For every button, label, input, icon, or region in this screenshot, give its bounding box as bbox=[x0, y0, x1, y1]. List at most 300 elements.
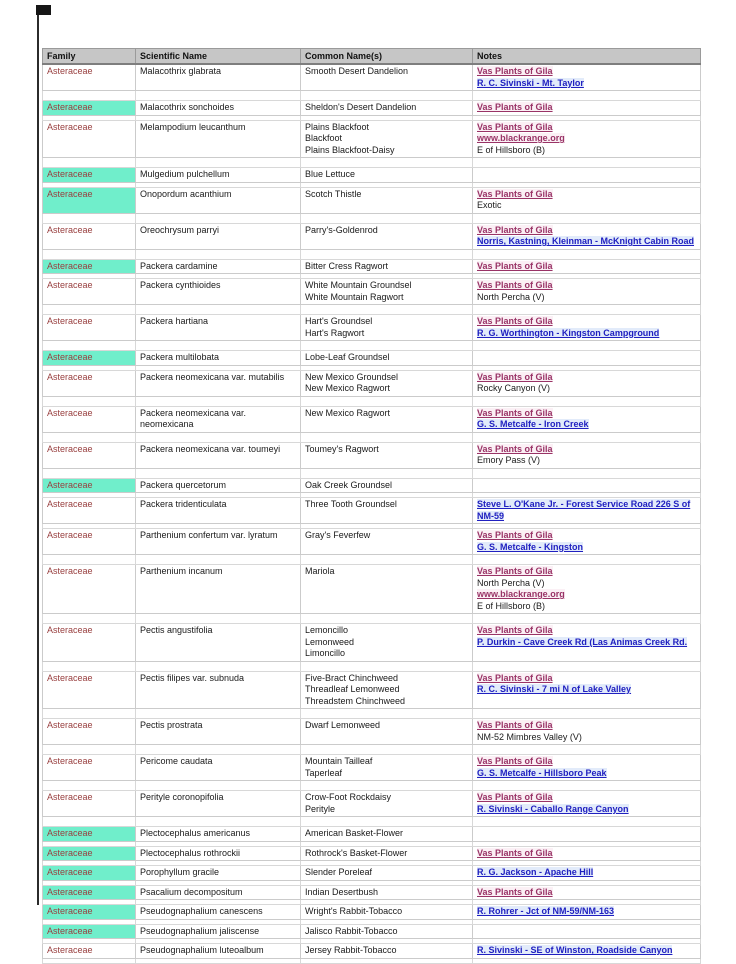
family-cell bbox=[43, 924, 136, 939]
note-link[interactable]: Vas Plants of Gila bbox=[477, 224, 553, 235]
common-names-cell bbox=[301, 565, 473, 614]
scientific-name-cell bbox=[136, 168, 301, 183]
note-link[interactable]: Vas Plants of Gila bbox=[477, 188, 553, 199]
common-names-cell bbox=[301, 624, 473, 662]
common-name: White Mountain Ragwort bbox=[305, 291, 404, 302]
common-names-cell bbox=[301, 885, 473, 900]
table-header bbox=[43, 49, 701, 65]
note-link[interactable]: Vas Plants of Gila bbox=[477, 792, 553, 802]
spacer-row bbox=[43, 745, 701, 755]
common-names-cell bbox=[301, 478, 473, 493]
common-name: Parry's-Goldenrod bbox=[305, 224, 378, 235]
table-row bbox=[43, 223, 701, 249]
note-link[interactable]: Vas Plants of Gila bbox=[477, 756, 553, 766]
notes-cell bbox=[473, 406, 701, 432]
notes-cell bbox=[473, 478, 701, 493]
common-names-cell bbox=[301, 498, 473, 524]
note-link[interactable]: R. Rohrer - Jct of NM-59/NM-163 bbox=[477, 906, 615, 916]
note-link[interactable]: www.blackrange.org bbox=[477, 133, 565, 143]
common-name: Lemonweed bbox=[305, 636, 355, 647]
note-link[interactable]: Vas Plants of Gila bbox=[477, 672, 553, 683]
notes-cell bbox=[473, 827, 701, 842]
scientific-name-cell bbox=[136, 101, 301, 116]
column-header-family: Family bbox=[43, 49, 136, 65]
common-names-cell bbox=[301, 406, 473, 432]
scientific-name-cell bbox=[136, 791, 301, 817]
scientific-name-cell bbox=[136, 351, 301, 366]
scientific-name: Packera neomexicana var. neomexicana bbox=[140, 407, 247, 429]
table-row bbox=[43, 406, 701, 432]
note-link[interactable]: Vas Plants of Gila bbox=[477, 443, 553, 454]
family-cell bbox=[43, 846, 136, 861]
family-cell bbox=[43, 279, 136, 305]
note-link[interactable]: Vas Plants of Gila bbox=[477, 566, 553, 576]
scientific-name-cell bbox=[136, 866, 301, 881]
note-link[interactable]: Vas Plants of Gila bbox=[477, 316, 553, 326]
common-name: Wright's Rabbit-Tobacco bbox=[305, 906, 403, 916]
common-names-cell bbox=[301, 671, 473, 709]
family-name: Asteraceae bbox=[47, 756, 93, 766]
family-name: Asteraceae bbox=[47, 371, 93, 382]
scientific-name: Pectis filipes var. subnuda bbox=[140, 672, 245, 683]
note-link[interactable]: Vas Plants of Gila bbox=[477, 720, 553, 730]
spacer-row bbox=[43, 614, 701, 624]
family-cell bbox=[43, 351, 136, 366]
table-row bbox=[43, 846, 701, 861]
scientific-name: Pectis angustifolia bbox=[140, 625, 213, 635]
scientific-name-cell bbox=[136, 924, 301, 939]
note-text: E of Hillsboro (B) bbox=[477, 144, 546, 155]
scientific-name: Psacalium decompositum bbox=[140, 886, 243, 897]
scientific-name-cell bbox=[136, 315, 301, 341]
note-link[interactable]: Vas Plants of Gila bbox=[477, 280, 553, 290]
scientific-name: Perityle coronopifolia bbox=[140, 792, 224, 802]
scientific-name: Packera cynthioides bbox=[140, 280, 221, 290]
scientific-name: Malacothrix sonchoides bbox=[140, 102, 235, 112]
family-cell bbox=[43, 565, 136, 614]
common-name: New Mexico Ragwort bbox=[305, 383, 391, 393]
scientific-name-cell bbox=[136, 370, 301, 396]
note-text: North Percha (V) bbox=[477, 291, 545, 302]
note-link[interactable]: Vas Plants of Gila bbox=[477, 407, 553, 418]
common-names-cell bbox=[301, 259, 473, 274]
scientific-name-cell bbox=[136, 565, 301, 614]
notes-cell bbox=[473, 924, 701, 939]
family-cell bbox=[43, 187, 136, 213]
common-names-cell bbox=[301, 370, 473, 396]
notes-cell bbox=[473, 866, 701, 881]
table-row bbox=[43, 101, 701, 116]
family-name: Asteraceae bbox=[47, 260, 93, 271]
notes-cell bbox=[473, 223, 701, 249]
notes-cell bbox=[473, 120, 701, 158]
family-cell bbox=[43, 120, 136, 158]
family-name: Asteraceae bbox=[47, 945, 93, 955]
family-cell bbox=[43, 827, 136, 842]
scientific-name: Porophyllum gracile bbox=[140, 867, 220, 877]
note-link[interactable]: Steve L. O'Kane Jr. - Forest Service Road 226 S of NM-59 bbox=[477, 499, 691, 521]
scientific-name: Parthenium incanum bbox=[140, 566, 223, 576]
family-name: Asteraceae bbox=[47, 169, 93, 179]
table-row bbox=[43, 719, 701, 745]
spacer-row bbox=[43, 555, 701, 565]
note-text: Emory Pass (V) bbox=[477, 455, 541, 465]
notes-cell bbox=[473, 791, 701, 817]
common-name: New Mexico Groundsel bbox=[305, 371, 399, 382]
scientific-name-cell bbox=[136, 529, 301, 555]
family-cell bbox=[43, 866, 136, 881]
common-names-cell bbox=[301, 924, 473, 939]
scientific-name-cell bbox=[136, 120, 301, 158]
note-link[interactable]: Norris, Kastning, Kleinman - McKnight Cabin Road bbox=[477, 236, 695, 246]
common-names-cell bbox=[301, 279, 473, 305]
table-row bbox=[43, 315, 701, 341]
common-name: Lobe-Leaf Groundsel bbox=[305, 352, 390, 362]
table-row bbox=[43, 885, 701, 900]
spacer-row bbox=[43, 249, 701, 259]
note-link[interactable]: G. S. Metcalfe - Kingston bbox=[477, 541, 584, 552]
notes-cell bbox=[473, 442, 701, 468]
family-name: Asteraceae bbox=[47, 867, 93, 877]
common-name: Gray's Feverfew bbox=[305, 530, 371, 540]
common-name: Plains Blackfoot bbox=[305, 121, 370, 132]
note-text: NM-52 Mimbres Valley (V) bbox=[477, 731, 582, 742]
common-names-cell bbox=[301, 101, 473, 116]
family-name: Asteraceae bbox=[47, 479, 93, 490]
scientific-name: Pseudognaphalium jaliscense bbox=[140, 925, 260, 936]
scientific-name: Pericome caudata bbox=[140, 756, 213, 766]
scientific-name-cell bbox=[136, 187, 301, 213]
family-cell bbox=[43, 101, 136, 116]
notes-cell bbox=[473, 187, 701, 213]
family-name: Asteraceae bbox=[47, 316, 93, 326]
note-link[interactable]: Vas Plants of Gila bbox=[477, 886, 553, 897]
note-link[interactable]: R. G. Worthington - Kingston Campground bbox=[477, 327, 660, 338]
spacer-row bbox=[43, 341, 701, 351]
family-cell bbox=[43, 370, 136, 396]
family-cell bbox=[43, 315, 136, 341]
scientific-name: Pectis prostrata bbox=[140, 720, 203, 730]
spacer-row bbox=[43, 468, 701, 478]
table-row bbox=[43, 478, 701, 493]
family-name: Asteraceae bbox=[47, 925, 93, 936]
common-name: Oak Creek Groundsel bbox=[305, 479, 393, 490]
family-cell bbox=[43, 885, 136, 900]
notes-cell bbox=[473, 351, 701, 366]
table-row bbox=[43, 755, 701, 781]
note-link[interactable]: Vas Plants of Gila bbox=[477, 625, 553, 635]
notes-cell bbox=[473, 755, 701, 781]
family-cell bbox=[43, 406, 136, 432]
scan-artifact-mark bbox=[36, 5, 51, 15]
plant-table bbox=[42, 48, 701, 964]
family-name: Asteraceae bbox=[47, 625, 93, 635]
spacer-row bbox=[43, 91, 701, 101]
scientific-name: Onopordum acanthium bbox=[140, 188, 232, 199]
scientific-name-cell bbox=[136, 885, 301, 900]
scan-artifact-line bbox=[37, 7, 39, 905]
column-header-scientific-name: Scientific Name bbox=[136, 49, 301, 65]
table-row bbox=[43, 442, 701, 468]
family-name: Asteraceae bbox=[47, 720, 93, 730]
notes-cell bbox=[473, 101, 701, 116]
notes-cell bbox=[473, 279, 701, 305]
note-link[interactable]: Vas Plants of Gila bbox=[477, 847, 553, 858]
family-name: Asteraceae bbox=[47, 407, 93, 418]
column-header-common-name-s-: Common Name(s) bbox=[301, 49, 473, 65]
note-text: E of Hillsboro (B) bbox=[477, 600, 546, 611]
scientific-name-cell bbox=[136, 944, 301, 959]
table-row bbox=[43, 187, 701, 213]
scientific-name: Mulgedium pulchellum bbox=[140, 169, 230, 179]
common-names-cell bbox=[301, 351, 473, 366]
common-names-cell bbox=[301, 719, 473, 745]
family-cell bbox=[43, 671, 136, 709]
scientific-name-cell bbox=[136, 478, 301, 493]
scientific-name: Pseudognaphalium canescens bbox=[140, 906, 263, 916]
table-row bbox=[43, 120, 701, 158]
family-cell bbox=[43, 259, 136, 274]
table-row bbox=[43, 351, 701, 366]
family-cell bbox=[43, 168, 136, 183]
family-cell bbox=[43, 719, 136, 745]
scientific-name: Packera neomexicana var. toumeyi bbox=[140, 443, 281, 454]
common-name: Lemoncillo bbox=[305, 625, 349, 635]
scientific-name-cell bbox=[136, 259, 301, 274]
notes-cell bbox=[473, 498, 701, 524]
common-name: Hart's Ragwort bbox=[305, 327, 365, 338]
table-row bbox=[43, 624, 701, 662]
scientific-name-cell bbox=[136, 846, 301, 861]
common-names-cell bbox=[301, 791, 473, 817]
family-name: Asteraceae bbox=[47, 188, 93, 199]
spacer-row bbox=[43, 396, 701, 406]
common-names-cell bbox=[301, 846, 473, 861]
family-cell bbox=[43, 791, 136, 817]
notes-cell bbox=[473, 565, 701, 614]
common-name: Blackfoot bbox=[305, 133, 343, 143]
common-name: Taperleaf bbox=[305, 767, 343, 778]
scientific-name: Packera tridenticulata bbox=[140, 499, 227, 509]
notes-cell bbox=[473, 529, 701, 555]
spacer-row bbox=[43, 781, 701, 791]
family-name: Asteraceae bbox=[47, 102, 93, 112]
common-name: Jersey Rabbit-Tobacco bbox=[305, 945, 397, 955]
scientific-name-cell bbox=[136, 719, 301, 745]
note-link[interactable]: P. Durkin - Cave Creek Rd (Las Animas Creek Rd. bbox=[477, 636, 688, 647]
scientific-name-cell bbox=[136, 279, 301, 305]
scientific-name: Oreochrysum parryi bbox=[140, 224, 220, 235]
scientific-name-cell bbox=[136, 827, 301, 842]
common-names-cell bbox=[301, 905, 473, 920]
table-row bbox=[43, 498, 701, 524]
note-link[interactable]: Vas Plants of Gila bbox=[477, 66, 553, 76]
family-name: Asteraceae bbox=[47, 906, 93, 916]
family-cell bbox=[43, 624, 136, 662]
family-name: Asteraceae bbox=[47, 566, 93, 576]
common-name: Blue Lettuce bbox=[305, 169, 356, 179]
family-name: Asteraceae bbox=[47, 847, 93, 858]
notes-cell bbox=[473, 885, 701, 900]
scientific-name: Packera cardamine bbox=[140, 260, 218, 271]
column-header-notes: Notes bbox=[473, 49, 701, 65]
common-name: Sheldon's Desert Dandelion bbox=[305, 102, 417, 112]
common-names-cell bbox=[301, 529, 473, 555]
common-name: Jalisco Rabbit-Tobacco bbox=[305, 925, 398, 936]
note-link[interactable]: R. Sivinski - SE of Winston, Roadside Canyon bbox=[477, 945, 673, 955]
scientific-name-cell bbox=[136, 498, 301, 524]
family-name: Asteraceae bbox=[47, 828, 93, 838]
family-name: Asteraceae bbox=[47, 886, 93, 897]
table-row bbox=[43, 944, 701, 959]
notes-cell bbox=[473, 624, 701, 662]
family-cell bbox=[43, 755, 136, 781]
family-name: Asteraceae bbox=[47, 280, 93, 290]
family-name: Asteraceae bbox=[47, 530, 93, 540]
common-names-cell bbox=[301, 755, 473, 781]
table-row bbox=[43, 370, 701, 396]
common-name: Rothrock's Basket-Flower bbox=[305, 847, 408, 858]
scientific-name: Melampodium leucanthum bbox=[140, 121, 246, 132]
scientific-name-cell bbox=[136, 64, 301, 91]
table-row bbox=[43, 259, 701, 274]
common-names-cell bbox=[301, 442, 473, 468]
note-link[interactable]: G. S. Metcalfe - Hillsboro Peak bbox=[477, 767, 607, 778]
common-names-cell bbox=[301, 168, 473, 183]
table-row bbox=[43, 827, 701, 842]
scientific-name: Parthenium confertum var. lyratum bbox=[140, 530, 278, 540]
note-link[interactable]: www.blackrange.org bbox=[477, 589, 565, 599]
spacer-row bbox=[43, 817, 701, 827]
common-names-cell bbox=[301, 187, 473, 213]
common-names-cell bbox=[301, 223, 473, 249]
scientific-name-cell bbox=[136, 223, 301, 249]
note-link[interactable]: R. C. Sivinski - 7 mi N of Lake Valley bbox=[477, 684, 632, 694]
note-link[interactable]: G. S. Metcalfe - Iron Creek bbox=[477, 419, 589, 429]
table-row bbox=[43, 905, 701, 920]
family-name: Asteraceae bbox=[47, 224, 93, 235]
common-name: Scotch Thistle bbox=[305, 188, 362, 199]
note-link[interactable]: Vas Plants of Gila bbox=[477, 121, 553, 132]
common-name: Indian Desertbush bbox=[305, 886, 379, 897]
table-row bbox=[43, 866, 701, 881]
notes-cell bbox=[473, 64, 701, 91]
common-name: White Mountain Groundsel bbox=[305, 280, 412, 290]
scientific-name: Packera quercetorum bbox=[140, 479, 227, 490]
note-text: North Percha (V) bbox=[477, 577, 545, 588]
spacer-row bbox=[43, 432, 701, 442]
common-name: New Mexico Ragwort bbox=[305, 407, 391, 418]
note-link[interactable]: R. C. Sivinski - Mt. Taylor bbox=[477, 77, 584, 88]
scientific-name-cell bbox=[136, 671, 301, 709]
common-name: Hart's Groundsel bbox=[305, 316, 373, 326]
common-name: Smooth Desert Dandelion bbox=[305, 66, 409, 76]
table-row bbox=[43, 64, 701, 91]
scientific-name: Plectocephalus rothrockii bbox=[140, 847, 241, 858]
note-link[interactable]: Vas Plants of Gila bbox=[477, 260, 553, 271]
common-name: Crow-Foot Rockdaisy bbox=[305, 792, 392, 802]
table-row bbox=[43, 529, 701, 555]
scientific-name-cell bbox=[136, 755, 301, 781]
common-name: Mountain Tailleaf bbox=[305, 756, 373, 766]
note-link[interactable]: R. G. Jackson - Apache Hill bbox=[477, 867, 594, 877]
scientific-name: Pseudognaphalium luteoalbum bbox=[140, 945, 264, 955]
notes-cell bbox=[473, 315, 701, 341]
table-row bbox=[43, 168, 701, 183]
family-cell bbox=[43, 498, 136, 524]
notes-cell bbox=[473, 905, 701, 920]
common-name: Slender Poreleaf bbox=[305, 867, 373, 877]
scientific-name: Packera neomexicana var. mutabilis bbox=[140, 371, 285, 382]
table-row bbox=[43, 565, 701, 614]
common-name: Three Tooth Groundsel bbox=[305, 499, 397, 509]
note-link[interactable]: Vas Plants of Gila bbox=[477, 102, 553, 112]
scientific-name-cell bbox=[136, 624, 301, 662]
common-name: Perityle bbox=[305, 803, 336, 814]
note-link[interactable]: Vas Plants of Gila bbox=[477, 530, 553, 540]
family-cell bbox=[43, 223, 136, 249]
common-names-cell bbox=[301, 120, 473, 158]
family-cell bbox=[43, 944, 136, 959]
family-name: Asteraceae bbox=[47, 66, 93, 76]
common-name: Threadstem Chinchweed bbox=[305, 695, 406, 706]
table-row bbox=[43, 671, 701, 709]
notes-cell bbox=[473, 671, 701, 709]
family-cell bbox=[43, 905, 136, 920]
spacer-row bbox=[43, 661, 701, 671]
table-row bbox=[43, 791, 701, 817]
note-text: Exotic bbox=[477, 200, 502, 210]
scientific-name-cell bbox=[136, 406, 301, 432]
notes-cell bbox=[473, 259, 701, 274]
notes-cell bbox=[473, 370, 701, 396]
note-link[interactable]: R. Sivinski - Caballo Range Canyon bbox=[477, 803, 629, 814]
common-name: Limoncillo bbox=[305, 648, 346, 658]
common-name: Bitter Cress Ragwort bbox=[305, 260, 389, 271]
family-cell bbox=[43, 442, 136, 468]
common-name: American Basket-Flower bbox=[305, 828, 404, 838]
common-names-cell bbox=[301, 866, 473, 881]
notes-cell bbox=[473, 168, 701, 183]
family-cell bbox=[43, 478, 136, 493]
family-name: Asteraceae bbox=[47, 499, 93, 509]
family-name: Asteraceae bbox=[47, 121, 93, 132]
common-names-cell bbox=[301, 944, 473, 959]
scientific-name: Malacothrix glabrata bbox=[140, 66, 222, 76]
common-names-cell bbox=[301, 64, 473, 91]
common-names-cell bbox=[301, 827, 473, 842]
family-name: Asteraceae bbox=[47, 352, 93, 362]
note-link[interactable]: Vas Plants of Gila bbox=[477, 371, 553, 382]
family-name: Asteraceae bbox=[47, 443, 93, 454]
notes-cell bbox=[473, 944, 701, 959]
scientific-name-cell bbox=[136, 905, 301, 920]
family-name: Asteraceae bbox=[47, 672, 93, 683]
scientific-name: Packera multilobata bbox=[140, 352, 220, 362]
notes-cell bbox=[473, 719, 701, 745]
notes-cell bbox=[473, 846, 701, 861]
common-name: Five-Bract Chinchweed bbox=[305, 672, 399, 683]
spacer-row bbox=[43, 305, 701, 315]
spacer-row bbox=[43, 958, 701, 963]
common-name: Dwarf Lemonweed bbox=[305, 720, 381, 730]
table-row bbox=[43, 924, 701, 939]
common-names-cell bbox=[301, 315, 473, 341]
common-name: Mariola bbox=[305, 566, 335, 576]
spacer-row bbox=[43, 158, 701, 168]
scientific-name: Plectocephalus americanus bbox=[140, 828, 251, 838]
scientific-name: Packera hartiana bbox=[140, 316, 209, 326]
